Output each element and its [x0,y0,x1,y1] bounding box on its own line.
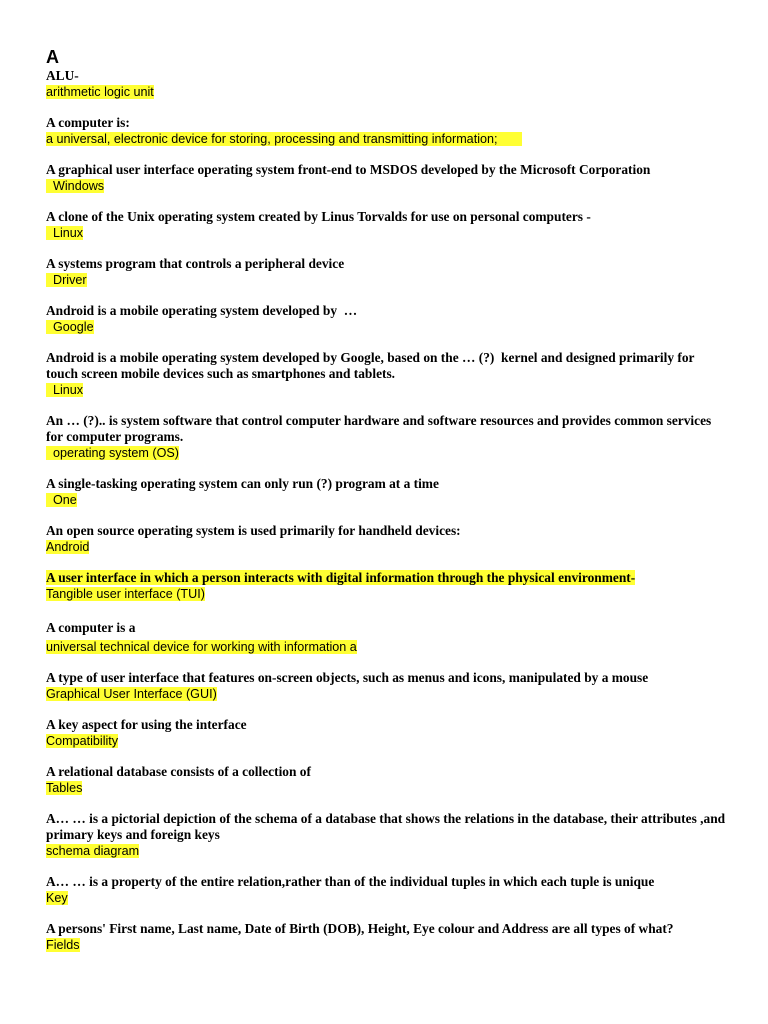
entry-7 [46,350,726,398]
answer-text: Tables [46,781,83,795]
entry-10 [46,523,726,555]
document-page [46,46,729,953]
entry-13 [46,670,726,702]
question-text: A computer is: [46,115,130,130]
entry-8 [46,413,726,461]
answer-text: Windows [46,179,105,193]
question-text: A type of user interface that features on-screen objects, such as menus and icons, manipulated by a mouse [46,670,649,685]
answer-text: Linux [46,226,84,240]
question-text: A persons' First name, Last name, Date of Birth (DOB), Height, Eye colour and Address are all types of what? [46,921,674,936]
entry-16 [46,811,729,859]
question-text: A systems program that controls a peripheral device [46,256,345,271]
entry-15 [46,764,726,796]
entry-12 [46,620,726,655]
entry-18 [46,921,726,953]
answer-text: Google [46,320,94,334]
question-text: An … (?).. is system software that control computer hardware and software resources and provides common services for computer programs. [46,413,715,444]
entry-1 [46,68,726,100]
answer-text: Graphical User Interface (GUI) [46,687,217,701]
answer-text: Fields [46,938,80,952]
answer-text: operating system (OS) [46,446,179,460]
entry-9 [46,476,726,508]
answer-text: universal technical device for working with information a [46,640,357,654]
entry-11 [46,570,726,602]
question-text: Android is a mobile operating system developed by Google, based on the … (?) kernel and designed primarily for touch screen mobile devices such as smartphones and tablets. [46,350,698,381]
question-text: A key aspect for using the interface [46,717,247,732]
question-text: Android is a mobile operating system developed by … [46,303,358,318]
entry-14 [46,717,726,749]
answer-text: Android [46,540,90,554]
question-text: A clone of the Unix operating system created by Linus Torvalds for use on personal computers - [46,209,591,224]
section-letter: A [46,47,59,67]
answer-text: Key [46,891,68,905]
answer-text: schema diagram [46,844,140,858]
entry-17 [46,874,726,906]
question-text: A relational database consists of a collection of [46,764,311,779]
answer-text: Linux [46,383,84,397]
answer-text: Driver [46,273,87,287]
question-text: A user interface in which a person interacts with digital information through the physical environment- [46,570,636,585]
question-text: A… … is a property of the entire relation,rather than of the individual tuples in which each tuple is unique [46,874,655,889]
entry-2 [46,115,726,147]
question-text: ALU- [46,68,79,83]
question-text: An open source operating system is used primarily for handheld devices: [46,523,461,538]
question-text: A single-tasking operating system can only run (?) program at a time [46,476,439,491]
entry-3 [46,162,726,194]
entry-4 [46,209,726,241]
answer-text: Compatibility [46,734,119,748]
question-text: A… … is a pictorial depiction of the schema of a database that shows the relations in the database, their attributes ,and primary keys and foreign keys [46,811,729,842]
answer-text: Tangible user interface (TUI) [46,587,205,601]
question-text: A computer is a [46,620,136,635]
entry-5 [46,256,726,288]
answer-text: a universal, electronic device for storing, processing and transmitting information; [46,132,522,146]
question-text: A graphical user interface operating system front-end to MSDOS developed by the Microsoft Corporation [46,162,651,177]
answer-text: One [46,493,77,507]
answer-text: arithmetic logic unit [46,85,154,99]
entry-6 [46,303,726,335]
